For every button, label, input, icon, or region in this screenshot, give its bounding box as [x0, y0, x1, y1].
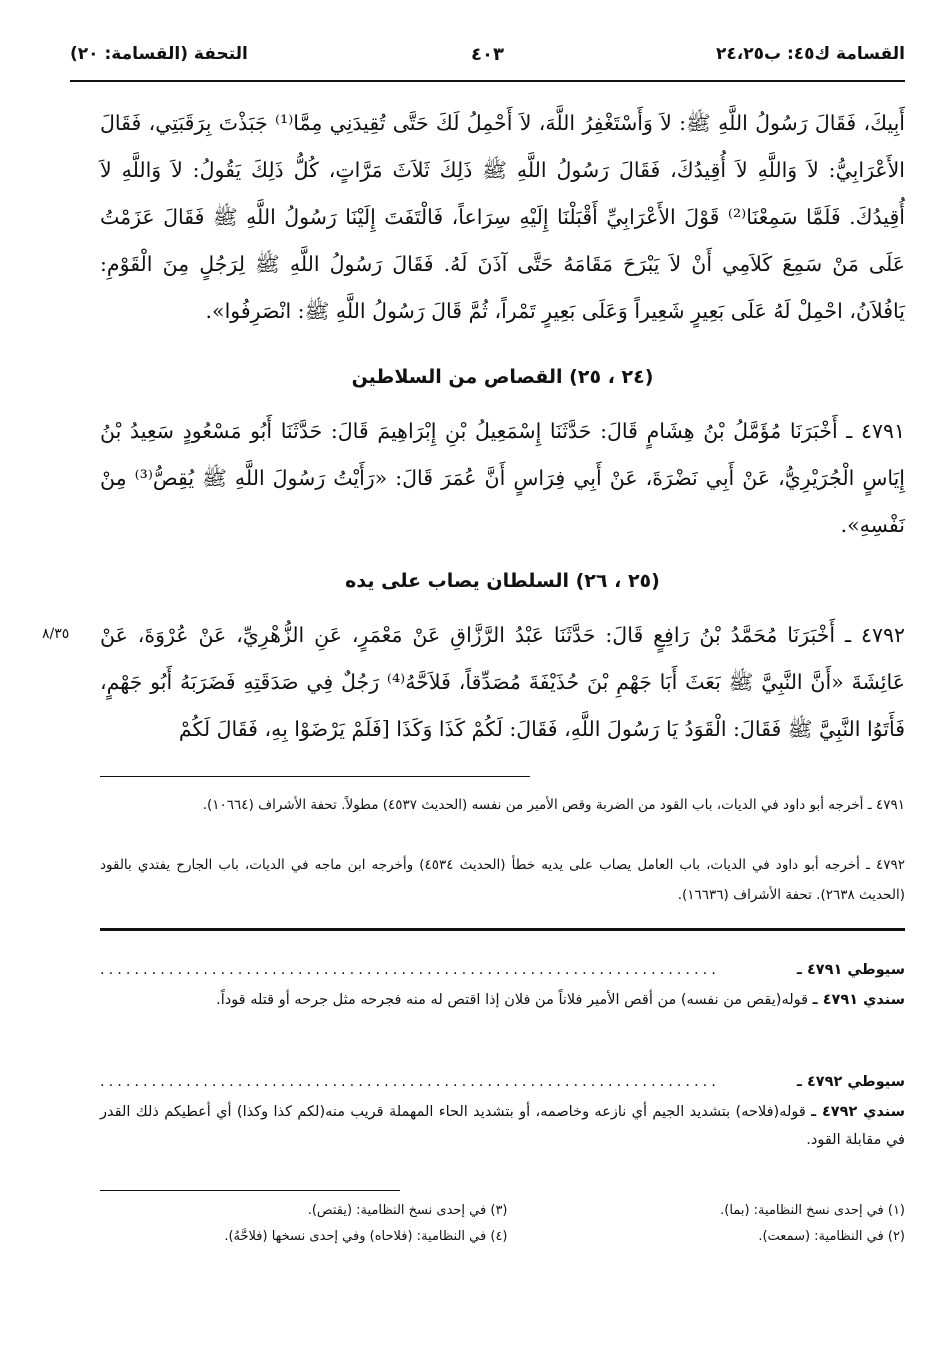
header-chapter-ref: القسامة ك٤٥: ب٢٤،٢٥: [715, 44, 905, 64]
takhrij-4791: ٤٧٩١ ـ أخرجه أبو داود في الديات، باب القود من الضربة وقص الأمير من نفسه (الحديث ٤٥٣٧) مطولاً. تحفة الأشراف (١٠٦٦٤).: [202, 797, 905, 813]
sindi-4791-text: قوله(يقص من نفسه) من أقص الأمير فلاناً من فلان إذا اقتص له منه فجرحه مثل جرحه أو قتله قوداً.: [216, 992, 809, 1008]
chapter-heading-24-25: (٢٤ ، ٢٥) القصاص من السلاطين: [351, 366, 654, 388]
running-header: [70, 38, 905, 70]
page-number: ٤٠٣: [471, 43, 504, 65]
sindi-4792-label: سندي ٤٧٩٢ ـ: [811, 1104, 905, 1120]
takhrij-rule: [100, 776, 530, 777]
sindi-4791-row: [100, 986, 905, 1014]
manuscript-notes: [150, 1198, 905, 1250]
dotted-leader: ........................................................................: [100, 962, 720, 978]
note-2: (٢) في النظامية: (سمعت).: [758, 1229, 905, 1244]
suyuti-4792-label: سيوطي ٤٧٩٢ ـ: [796, 1074, 905, 1090]
chapter-heading-25-26: (٢٥ ، ٢٦) السلطان يصاب على يده: [345, 570, 660, 592]
commentary-separator: [100, 928, 905, 931]
margin-volume-page-ref: ٨/٣٥: [42, 626, 70, 642]
sindi-4792-text: قوله(فلاحه) بتشديد الجيم أي نازعه وخاصمه، أو بتشديد الحاء المهملة قريب منه(لكم كذا وكذا) أي أعطيكم ذلك القدر في مقابلة القود.: [100, 1104, 905, 1148]
notes-rule: [100, 1190, 400, 1191]
suyuti-4791-label: سيوطي ٤٧٩١ ـ: [796, 962, 905, 978]
hadith-4791-text: ٤٧٩١ ـ أَخْبَرَنَا مُؤَمَّلُ بْنُ هِشَامٍ قَالَ: حَدَّثَنَا إِسْمَعِيلُ بْنِ إِبْرَاهِيمَ قَالَ: حَدَّثَنَا أَبُو مَسْعُودٍ سَعِيدُ بْنُ إِيَاسٍ الْجُرَيْرِيُّ، عَنْ أَبِي نَضْرَةَ، عَنْ أَبِي فِرَاسٍ أَنَّ عُمَرَ قَالَ: «رَأَيْتُ رَسُولَ اللَّهِ ﷺ يُقِصُّ⁽³⁾ مِنْ نَفْسِهِ».: [100, 419, 905, 537]
suyuti-4792-row: [100, 1068, 905, 1096]
note-3: (٣) في إحدى نسخ النظامية: (يقتص).: [307, 1203, 508, 1218]
hadith-4792-text: ٤٧٩٢ ـ أَخْبَرَنَا مُحَمَّدُ بْنُ رَافِعٍ قَالَ: حَدَّثَنَا عَبْدُ الرَّزَّاقِ عَنْ مَعْمَرٍ، عَنِ الزُّهْرِيِّ، عَنْ عُرْوَةَ، عَنْ عَائِشَةَ «أَنَّ النَّبِيَّ ﷺ بَعَثَ أَبَا جَهْمِ بْنَ حُذَيْفَةَ مُصَدِّقاً، فَلاَحَّهُ⁽⁴⁾ رَجُلٌ فِي صَدَقَتِهِ فَضَرَبَهُ أَبُو جَهْمٍ، فَأَتَوُا النَّبِيَّ ﷺ فَقَالَ: الْقَوَدُ يَا رَسُولَ اللَّهِ، فَقَالَ: لَكُمْ كَذَا وَكَذَا [فَلَمْ يَرْضَوْا بِهِ، فَقَالَ لَكُمْ: [100, 623, 905, 741]
dotted-leader: ........................................................................: [100, 1074, 720, 1090]
sindi-4791-label: سندي ٤٧٩١ ـ: [812, 992, 905, 1008]
header-tuhfa-ref: التحفة (القسامة: ٢٠): [70, 44, 248, 64]
takhrij-4792: ٤٧٩٢ ـ أخرجه أبو داود في الديات، باب العامل يصاب على يديه خطأ (الحديث ٤٥٣٤) وأخرجه ابن ماجه في الديات، باب الجارح يفتدي بالقود (الحديث ٢٦٣٨). تحفة الأشراف (١٦٦٣٦).: [100, 857, 905, 903]
suyuti-4791-row: [100, 956, 905, 984]
hadith-continuation-text: أَبِيكَ، فَقَالَ رَسُولُ اللَّهِ ﷺ: لاَ وَأَسْتَغْفِرُ اللَّهَ، لاَ أَحْمِلُ لَكَ حَتَّى تُقِيدَنِي مِمَّا⁽¹⁾ جَبَذْتَ بِرَقَبَتِي، فَقَالَ الأَعْرَابِيُّ: لاَ وَاللَّهِ لاَ أُقِيدُكَ، فَقَالَ رَسُولُ اللَّهِ ﷺ ذَلِكَ ثَلاَثَ مَرَّاتٍ، كُلُّ ذَلِكَ يَقُولُ: لاَ وَاللَّهِ لاَ أُقِيدُكَ. فَلَمَّا سَمِعْنَا⁽²⁾ قَوْلَ الأَعْرَابِيِّ أَقْبَلْنَا إِلَيْهِ سِرَاعاً، فَالْتَفَتَ إِلَيْنَا رَسُولُ اللَّهِ ﷺ فَقَالَ عَزَمْتُ عَلَى مَنْ سَمِعَ كَلاَمِي أَنْ لاَ يَبْرَحَ مَقَامَهُ حَتَّى آذَنَ لَهُ. فَقَالَ رَسُولُ اللَّهِ ﷺ لِرَجُلٍ مِنَ الْقَوْمِ: يَافُلاَنُ، احْمِلْ لَهُ عَلَى بَعِيرٍ شَعِيراً وَعَلَى بَعِيرٍ تَمْراً، ثُمَّ قَالَ رَسُولُ اللَّهِ ﷺ: انْصَرِفُوا».: [100, 111, 905, 323]
sindi-4792-row: [100, 1098, 905, 1154]
note-4: (٤) في النظامية: (فلاحاه) وفي إحدى نسخها (فلاحَّهُ).: [224, 1229, 508, 1244]
note-1: (١) في إحدى نسخ النظامية: (بما).: [720, 1203, 905, 1218]
header-rule: [70, 80, 905, 82]
